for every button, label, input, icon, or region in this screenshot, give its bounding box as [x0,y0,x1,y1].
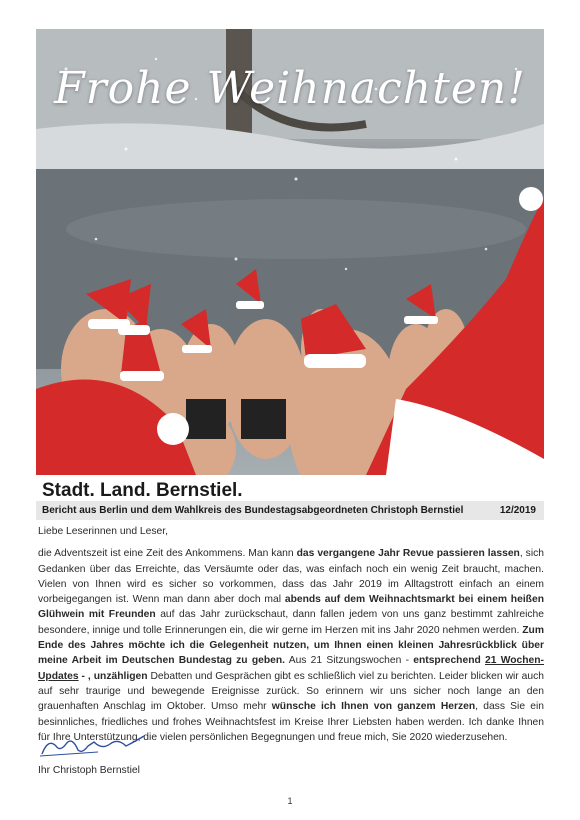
letter-greeting: Liebe Leserinnen und Leser, [38,526,168,537]
text-run: , sich Gedanken über das Erreichte, das Versäumte oder das, was einfach noch ein wenig Zeit braucht, machen. Vielen von Ihnen wird es sicher so vorkommen, dass das Jahr 2019 im Alltagstrott einfach an einem vorbeigegangen ist. Wenn man dann aber doch mal [38,548,544,606]
letter-body [38,524,544,745]
text-run: auf das Jahr zurückschaut, dann fallen jedem von uns ganz bestimmt zahlreiche besondere, innige und tolle Erinnerungen ein, die wir gerne im Herzen mit ins Jahr 2020 nehmen werden. [38,609,544,636]
letter-paragraph [38,546,544,745]
subtitle-banner [36,501,544,520]
newsletter-subtitle: Bericht aus Berlin und dem Wahlkreis des Bundestagsabgeordneten Christoph Bernstiel [42,505,464,516]
bold-run: wünsche ich Ihnen von ganzem Herzen [271,701,476,713]
weekly-updates-link[interactable]: 21 Wochen-Updates [38,655,544,682]
text-run: , dass Sie ein besinnliches, friedliches und frohes Weihnachtsfest im Kreise Ihrer Liebsten haben werden. Ich danke Ihnen für Ihre Unterstützung, die vielen persönlichen Begegnungen und freue mich, Sie 2020 wiederzusehen. [38,701,544,743]
bold-run: unzähligen [93,670,148,682]
letter-closing: Ihr Christoph Bernstiel [38,765,140,776]
text-run: Debatten und Gesprächen gibt es schließlich viel zu berichten. Leider blicken wir auch auf sehr traurige und bewegende Ereignisse zurück. So erinnern wir uns sicher noch lange an den grauenhaften Anschlag im Oktober. Umso mehr [38,670,544,713]
page-number: 1 [287,796,293,806]
hero-photo [36,29,544,475]
text-run: die Adventszeit ist eine Zeit des Ankommens. Man kann [38,548,297,560]
issue-number: 12/2019 [499,505,536,516]
bold-run: abends auf dem Weihnachtsmarkt bei einem heißen Glühwein mit Freunden [38,594,544,621]
bold-run: entsprechend [413,655,486,667]
bold-run: das vergangene Jahr Revue passieren lassen [296,548,520,560]
bold-run: - , [78,670,91,682]
text-run: Aus 21 Sitzungswochen - [285,655,414,667]
handwritten-signature [38,732,148,760]
hero-greeting-title: Frohe Weihnachten! [54,63,526,114]
bold-run: Zum Ende des Jahres möchte ich die Gelegenheit nutzen, um Ihnen einen kleinen Jahresrückblick über meine Arbeit im Deutschen Bundestag zu geben. [38,624,544,667]
newsletter-brand-title: Stadt. Land. Bernstiel. [42,480,243,501]
